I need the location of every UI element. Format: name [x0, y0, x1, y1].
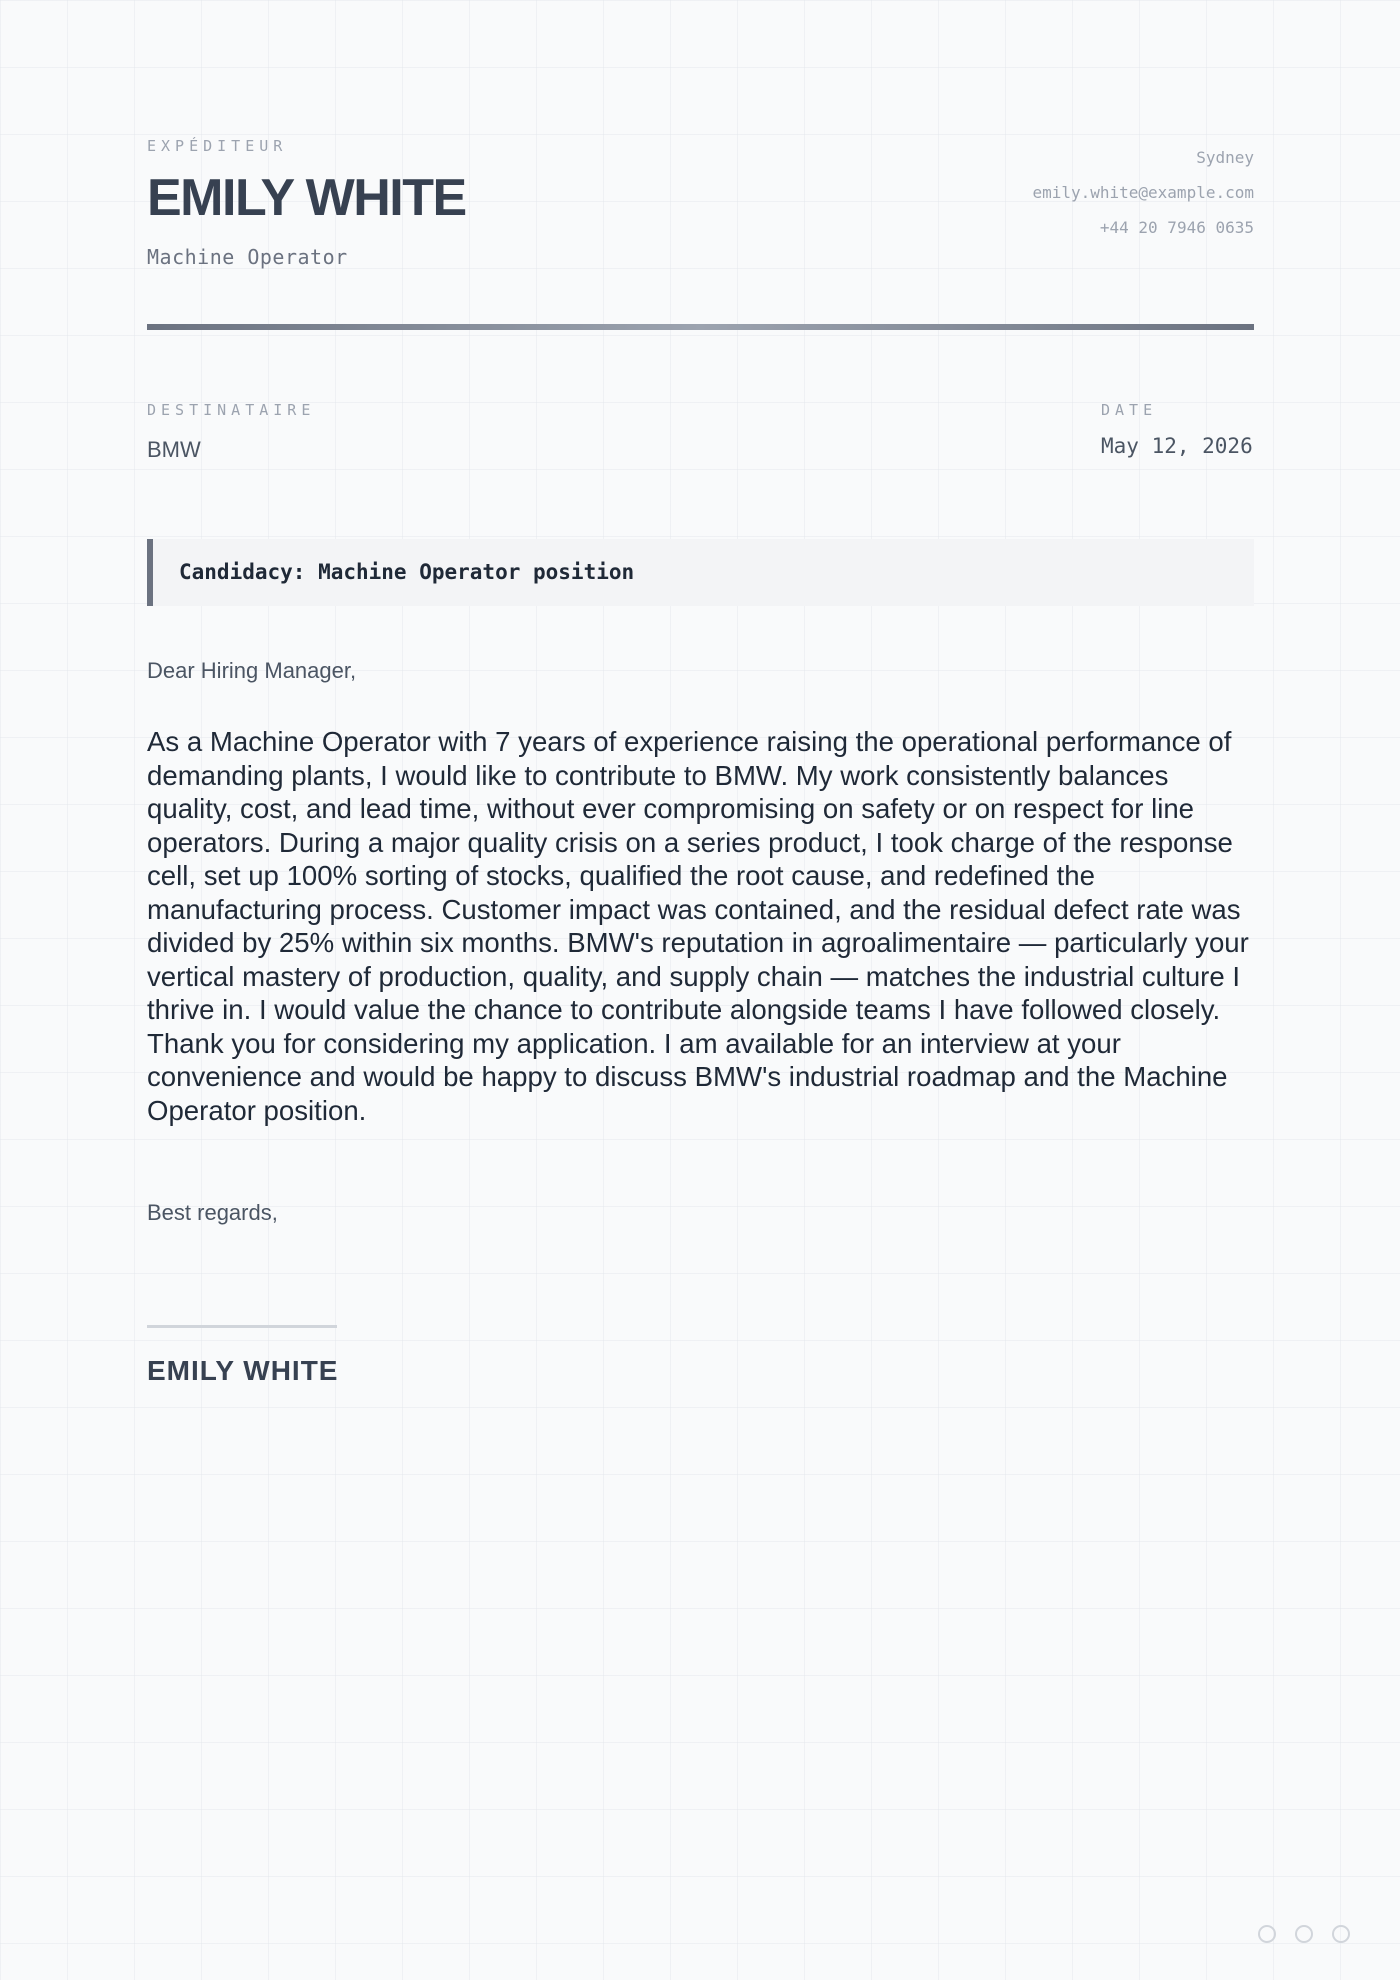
- salutation: Dear Hiring Manager,: [147, 658, 357, 683]
- subject-box: [147, 539, 1254, 606]
- pager-dot[interactable]: [1258, 1925, 1276, 1943]
- sender-name: EMILY WHITE: [147, 169, 466, 227]
- date-value: May 12, 2026: [1101, 434, 1253, 458]
- recipient-name: BMW: [147, 437, 201, 462]
- contact-email: emily.white@example.com: [1032, 183, 1254, 202]
- pager-dot[interactable]: [1332, 1925, 1350, 1943]
- header-divider: [147, 324, 1254, 330]
- letter-body: As a Machine Operator with 7 years of experience raising the operational performance of demanding plants, I would like to contribute to BMW. My work consistently balances quality, cost, and lead time, without ever compromising on safety or on respect for line operators. During a major quality crisis on a series product, I took charge of the response cell, set up 100% sorting of stocks, qualified the root cause, and redefined the manufacturing process. Customer impact was contained, and the residual defect rate was divided by 25% within six months. BMW's reputation in agroalimentaire — particularly your vertical mastery of production, quality, and supply chain — matches the industrial culture I thrive in. I would value the chance to contribute alongside teams I have followed closely. Thank you for considering my application. I am available for an interview at your convenience and would be happy to discuss BMW's industrial roadmap and the Machine Operator position.: [147, 726, 1249, 1126]
- pager-dot[interactable]: [1295, 1925, 1313, 1943]
- subject-line: Candidacy: Machine Operator position: [179, 560, 635, 584]
- closing: Best regards,: [147, 1200, 278, 1225]
- signature-name: EMILY WHITE: [147, 1355, 339, 1386]
- contact-city: Sydney: [1196, 148, 1254, 167]
- sender-label: EXPÉDITEUR: [147, 137, 288, 155]
- contact-block: [1032, 140, 1254, 245]
- date-label: DATE: [1101, 401, 1158, 419]
- contact-phone: +44 20 7946 0635: [1099, 218, 1254, 237]
- pager-dots: [1258, 1925, 1350, 1943]
- signature-divider: [147, 1325, 337, 1328]
- sender-job-title: Machine Operator: [147, 245, 348, 269]
- recipient-label: DESTINATAIRE: [147, 401, 316, 419]
- letter-page: [147, 0, 1254, 1980]
